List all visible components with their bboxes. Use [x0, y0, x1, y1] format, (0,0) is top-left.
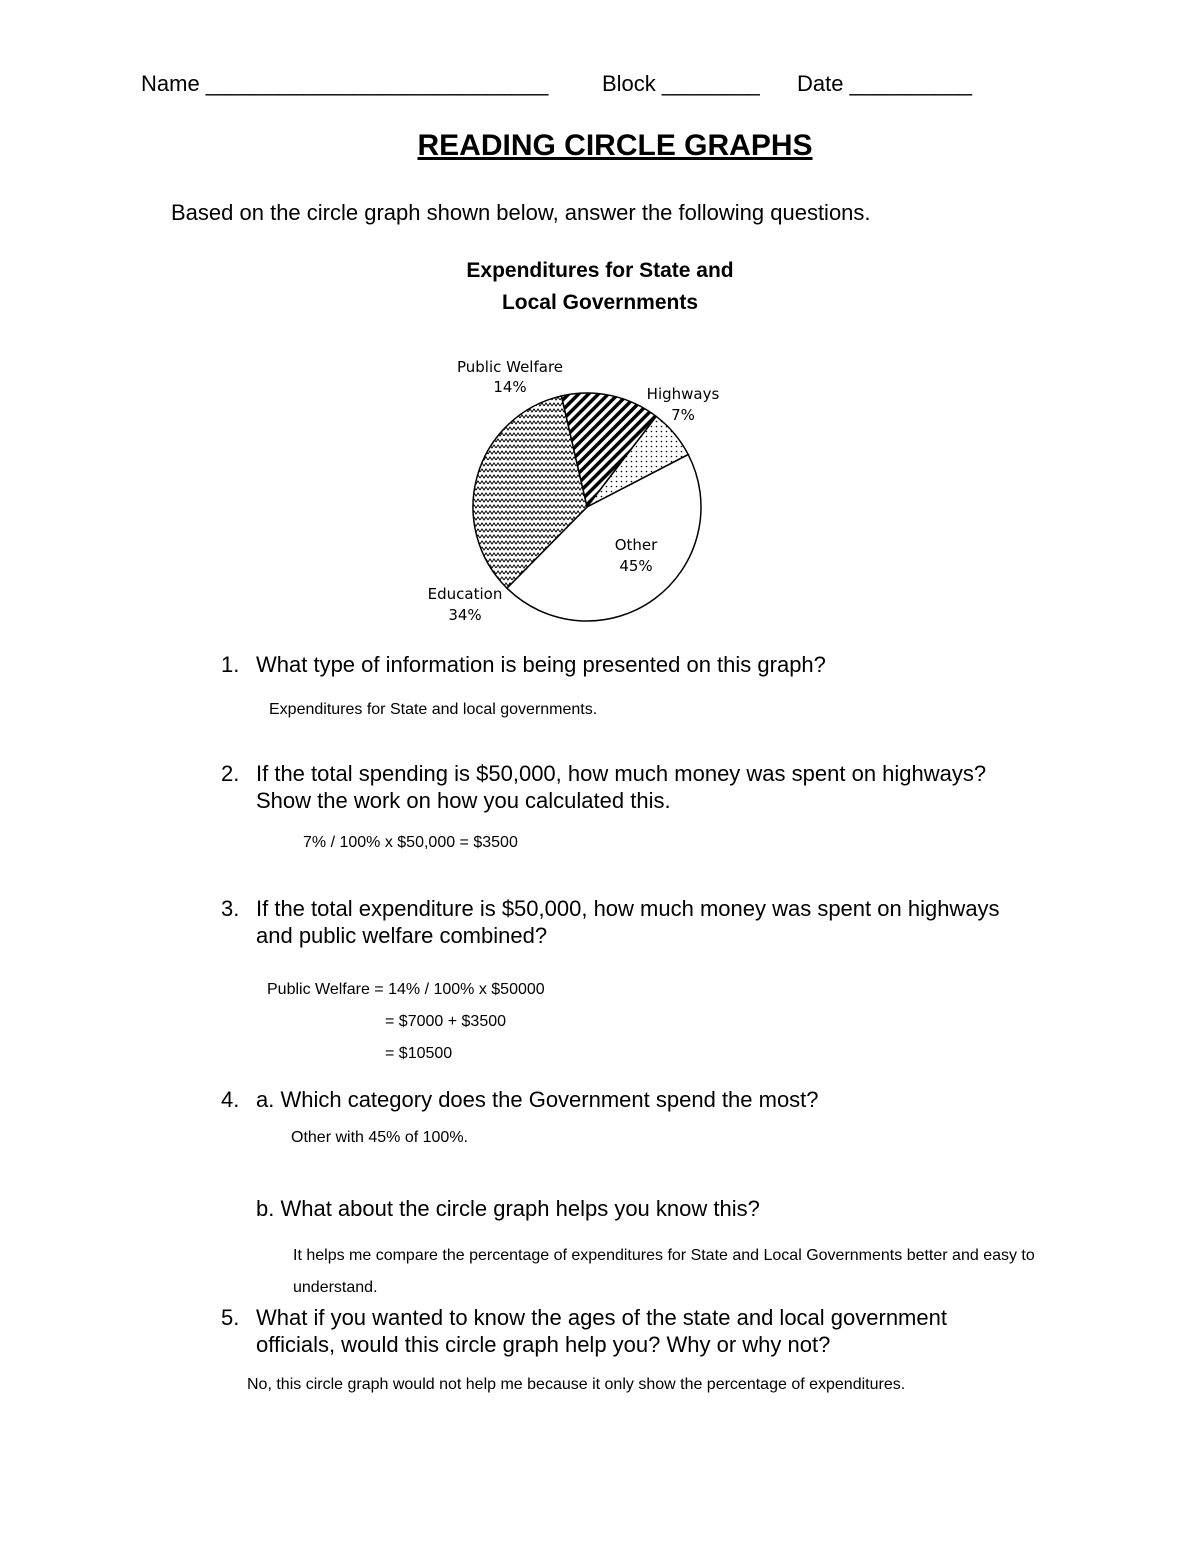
q4-number: 4. — [221, 1087, 240, 1112]
q4b-answer-line2: understand. — [293, 1279, 378, 1296]
q1-text: What type of information is being presented on this graph? — [256, 652, 826, 677]
q2-number: 2. — [221, 761, 240, 786]
q3-text-line1: If the total expenditure is $50,000, how much money was spent on highways — [256, 896, 1000, 921]
page-title: READING CIRCLE GRAPHS — [417, 129, 813, 162]
slice-value-public-welfare: 14% — [493, 378, 527, 396]
q2-text-line2: Show the work on how you calculated this. — [256, 788, 671, 813]
chart-title-line2: Local Governments — [501, 291, 699, 314]
q3-answer-line3: = $10500 — [385, 1045, 453, 1062]
q3-answer-line2: = $7000 + $3500 — [385, 1013, 507, 1030]
slice-label-education: Education — [427, 585, 503, 603]
block-field-label: Block ________ — [602, 71, 760, 96]
slice-label-highways: Highways — [646, 385, 720, 403]
q4a-text: a. Which category does the Government spend the most? — [256, 1087, 819, 1112]
q4b-answer-line1: It helps me compare the percentage of expenditures for State and Local Governments better and easy to — [293, 1247, 1035, 1264]
q4a-answer: Other with 45% of 100%. — [291, 1129, 468, 1146]
q1-number: 1. — [221, 652, 240, 677]
q3-answer-line1: Public Welfare = 14% / 100% x $50000 — [267, 981, 545, 998]
q3-text-line2: and public welfare combined? — [256, 923, 548, 948]
slice-value-highways: 7% — [671, 406, 695, 424]
q1-answer: Expenditures for State and local governments. — [269, 701, 598, 718]
q2-answer: 7% / 100% x $50,000 = $3500 — [303, 834, 518, 851]
chart-title-line1: Expenditures for State and — [466, 259, 734, 282]
slice-value-education: 34% — [448, 606, 482, 624]
name-field-label: Name ____________________________ — [141, 71, 549, 96]
date-field-label: Date __________ — [797, 71, 972, 96]
slice-label-public-welfare: Public Welfare — [456, 358, 564, 376]
q5-text-line2: officials, would this circle graph help you? Why or why not? — [256, 1332, 831, 1357]
slice-label-other: Other — [614, 536, 658, 554]
q5-number: 5. — [221, 1305, 240, 1330]
q5-text-line1: What if you wanted to know the ages of the state and local government — [256, 1305, 947, 1330]
q5-answer: No, this circle graph would not help me because it only show the percentage of expenditures. — [247, 1376, 906, 1393]
pie-chart — [400, 340, 760, 640]
q4b-text: b. What about the circle graph helps you know this? — [256, 1196, 760, 1221]
instructions: Based on the circle graph shown below, answer the following questions. — [171, 200, 871, 225]
q2-text-line1: If the total spending is $50,000, how much money was spent on highways? — [256, 761, 987, 786]
q3-number: 3. — [221, 896, 240, 921]
slice-value-other: 45% — [619, 557, 653, 575]
